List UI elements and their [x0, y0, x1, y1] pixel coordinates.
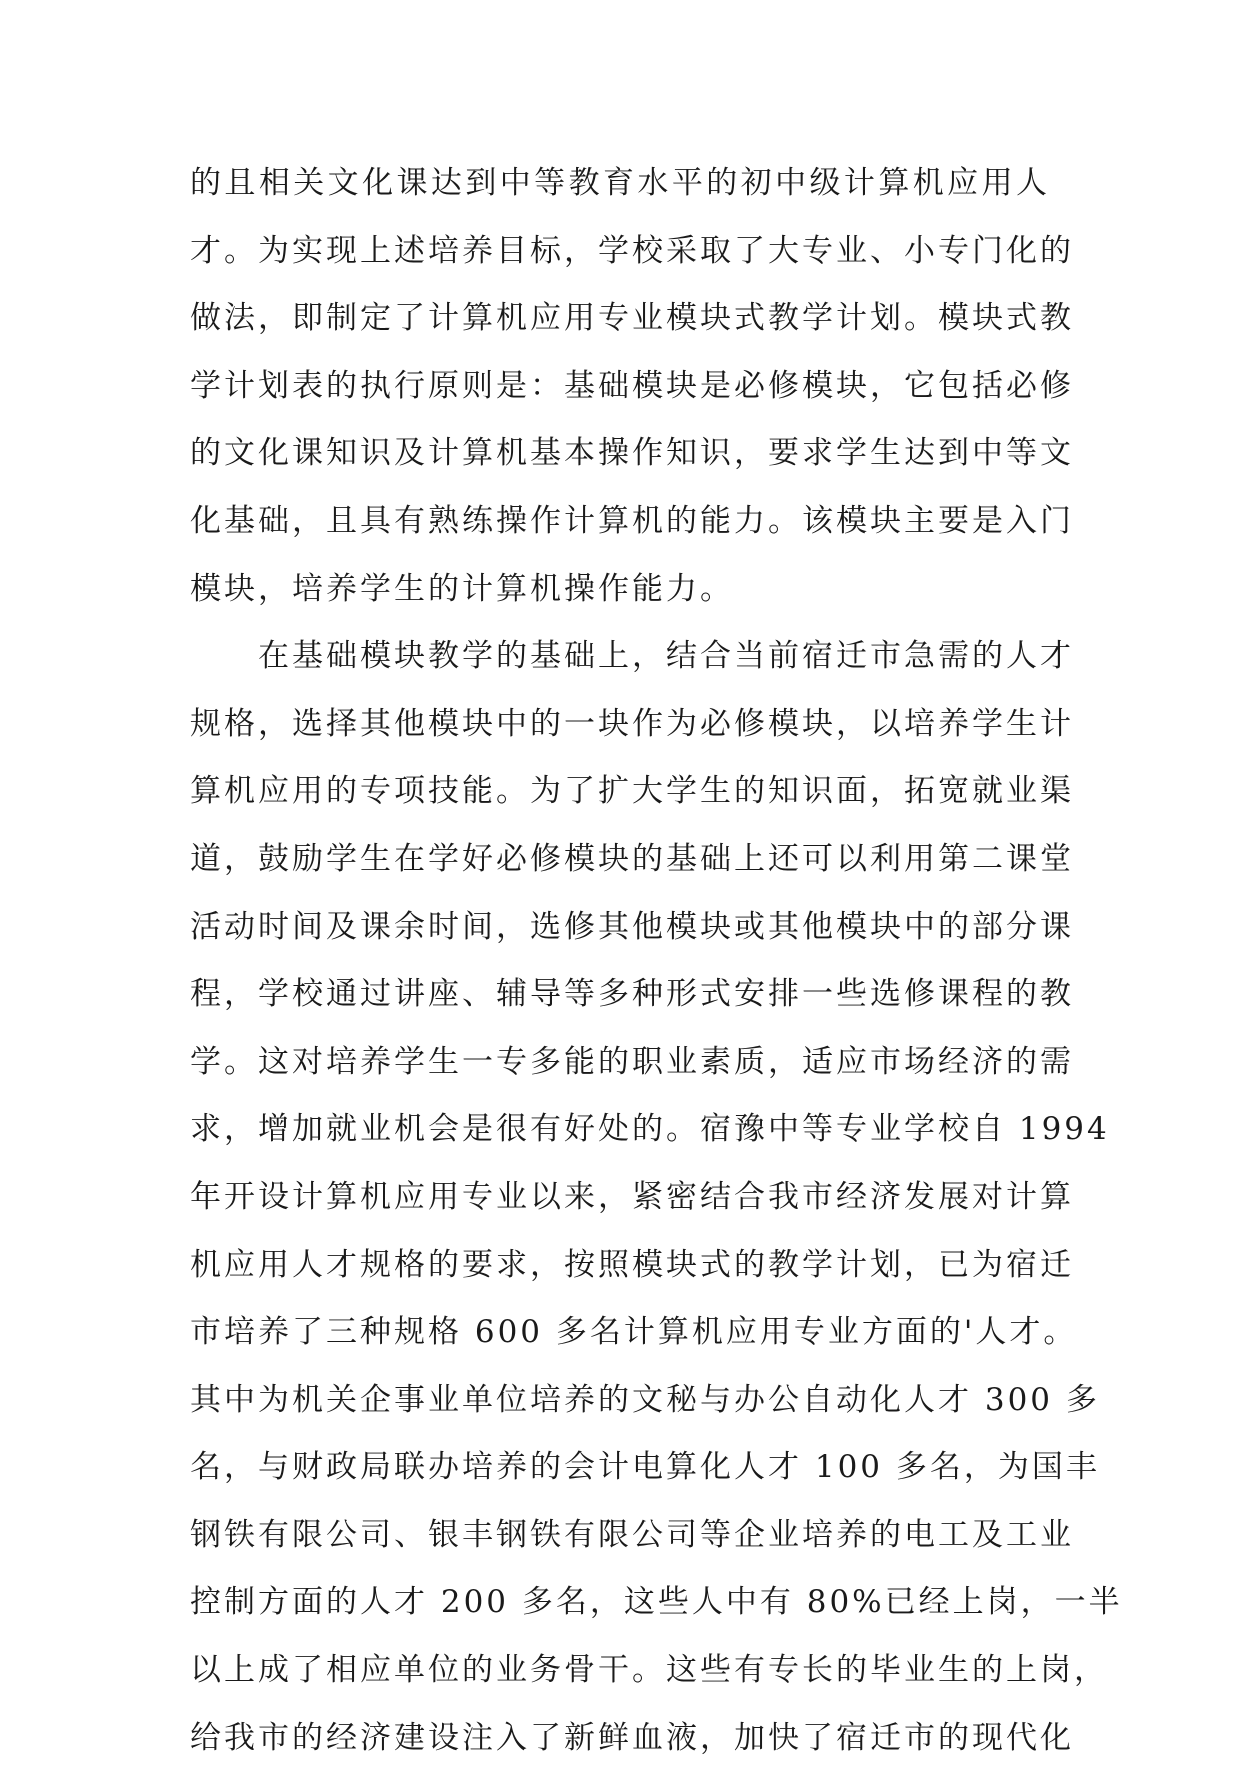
text-line: 程，学校通过讲座、辅导等多种形式安排一些选修课程的教: [190, 976, 1074, 1013]
text-line: 做法，即制定了计算机应用专业模块式教学计划。模块式教: [190, 300, 1074, 337]
text-line: 控制方面的人才 200 多名，这些人中有 80%已经上岗，一半: [190, 1584, 1123, 1621]
text-line: 算机应用的专项技能。为了扩大学生的知识面，拓宽就业渠: [190, 773, 1074, 810]
text-line: 以上成了相应单位的业务骨干。这些有专长的毕业生的上岗，: [190, 1652, 1108, 1689]
text-line: 年开设计算机应用专业以来，紧密结合我市经济发展对计算: [190, 1178, 1074, 1215]
body-text: [190, 150, 1123, 1772]
text-line: 模块，培养学生的计算机操作能力。: [190, 570, 734, 607]
text-line: 道，鼓励学生在学好必修模块的基础上还可以利用第二课堂: [190, 840, 1074, 877]
text-line: 才。为实现上述培养目标，学校采取了大专业、小专门化的: [190, 232, 1074, 269]
text-line: 市培养了三种规格 600 多名计算机应用专业方面的'人才。: [190, 1314, 1078, 1351]
text-line: 在基础模块教学的基础上，结合当前宿迁市急需的人才: [258, 638, 1074, 675]
text-line: 规格，选择其他模块中的一块作为必修模块，以培养学生计: [190, 705, 1074, 742]
text-line: 求，增加就业机会是很有好处的。宿豫中等专业学校自 1994: [190, 1111, 1110, 1148]
text-line: 钢铁有限公司、银丰钢铁有限公司等企业培养的电工及工业: [190, 1516, 1074, 1553]
text-line: 其中为机关企事业单位培养的文秘与办公自动化人才 300 多: [190, 1381, 1100, 1418]
text-line: 给我市的经济建设注入了新鲜血液，加快了宿迁市的现代化: [190, 1719, 1074, 1756]
paragraph-1: [190, 150, 1074, 623]
text-line: 活动时间及课余时间，选修其他模块或其他模块中的部分课: [190, 908, 1074, 945]
text-line: 名，与财政局联办培养的会计电算化人才 100 多名，为国丰: [190, 1449, 1100, 1486]
text-line: 的且相关文化课达到中等教育水平的初中级计算机应用人: [190, 165, 1050, 201]
paragraph-2: [190, 623, 1123, 1772]
text-line: 的文化课知识及计算机基本操作知识，要求学生达到中等文: [190, 435, 1074, 472]
text-line: 学。这对培养学生一专多能的职业素质，适应市场经济的需: [190, 1043, 1074, 1080]
text-line: 机应用人才规格的要求，按照模块式的教学计划，已为宿迁: [190, 1246, 1074, 1283]
text-line: 学计划表的执行原则是：基础模块是必修模块，它包括必修: [190, 367, 1074, 404]
text-line: 化基础，且具有熟练操作计算机的能力。该模块主要是入门: [190, 502, 1074, 539]
